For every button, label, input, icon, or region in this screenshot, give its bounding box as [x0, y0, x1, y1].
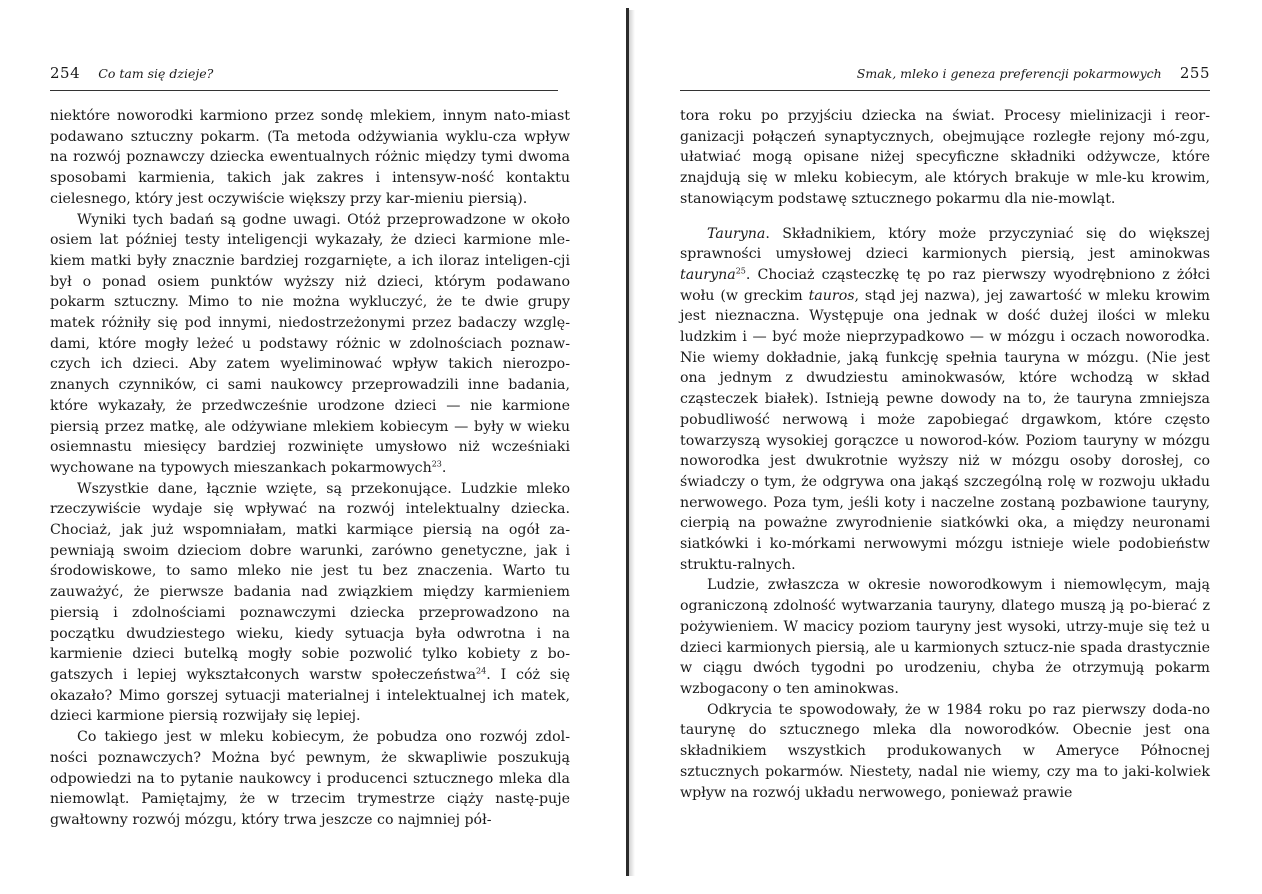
left-page-body [50, 106, 570, 831]
paragraph: Odkrycia te spowodowały, że w 1984 roku po raz pierwszy doda-no taurynę do sztucznego mleka dla noworodków. Obecnie jest ona składnikiem wszystkich produkowanych w Ameryce Północnej sztucznych pokarmów. Niestety, nadal nie wiemy, czy ma to jaki-kolwiek wpływ na rozwój układu nerwowego, ponieważ prawie [680, 701, 1210, 801]
paragraph: Wyniki tych badań są godne uwagi. Otóż przeprowadzone w około osiem lat później testy inteligencji wykazały, że dzieci karmione mle-kiem matki były znacznie bardziej rozgarnięte, a ich iloraz inteligen-cji był o ponad osiem punktów wyższy niż dzieci, którym podawano pokarm sztuczny. Mimo to nie można wykluczyć, że te dwie grupy matek różniły się pod innymi, niedostrzeżonymi przez badaczy wzglę-dami, które mogły leżeć u podstawy różnic w zdolnościach poznaw-czych ich dzieci. Aby zatem wyeliminować wpływ takich nierozpo-znanych czynników, ci sami naukowcy przeprowadzili inne badania, które wykazały, że przedwcześnie urodzone dzieci — nie karmione piersią przez matkę, ale odżywiane mlekiem kobiecym — były w wieku osiemnastu miesięcy bardziej rozwinięte umysłowo niż wcześniaki wychowane na typowych mieszankach pokarmowych$^{23}$. [50, 211, 570, 476]
term-heading: Tauryna [707, 225, 766, 242]
running-title: Smak, mleko i geneza preferencji pokarmowych [856, 66, 1162, 81]
page-number: 255 [1179, 64, 1210, 82]
paragraph: Wszystkie dane, łącznie wzięte, są przekonujące. Ludzkie mleko rzeczywiście wydaje się wpływać na rozwój intelektualny dziecka. Chociaż, jak już wspomniałam, matki karmiące piersią na ogół za-pewniają swoim dzieciom dobre warunki, zarówno genetyczne, jak i środowiskowe, to samo mleko nie jest tu bez znaczenia. Warto tu zauważyć, że pierwsze badania nad związkiem między karmieniem piersią i zdolnościami poznawczymi dziecka przeprowadzono na początku dwudziestego wieku, kiedy sytuacja była odwrotna i na karmienie dzieci butelką mogły sobie pozwolić tylko kobiety z bo-gatszych i lepiej wykształconych warstw społeczeństwa$^{24}$. I cóż się okazało? Mimo gorszej sytuacji materialnej i intelektualnej ich matek, dzieci karmione piersią rozwijały się lepiej. [50, 480, 570, 725]
paragraph-text: . Składnikiem, który może przyczyniać się do większej sprawności umysłowej dzieci karmionych piersią, jest aminokwas [680, 225, 1210, 263]
paragraph-text: I cóż się okazało? Mimo gorszej sytuacji materialnej i intelektualnej ich matek, dzieci karmione piersią rozwijały się lepiej. [50, 666, 570, 725]
term-inline: tauryna [680, 266, 736, 283]
footnote-ref: 24 [476, 666, 487, 676]
paragraph-text: . Chociaż cząsteczkę tę po raz pierwszy wyodrębniono z żółci wołu (w greckim [680, 266, 1210, 304]
paragraph-taurine [680, 224, 1210, 576]
paragraph-text: Wyniki tych badań są godne uwagi. Otóż przeprowadzone w około osiem lat później testy inteligencji wykazały, że dzieci karmione mle-kiem matki były znacznie bardziej rozgarnięte, a ich iloraz inteligen-cji był o ponad osiem punktów wyższy niż dzieci, którym podawano pokarm sztuczny. Mimo to nie można wykluczyć, że te dwie grupy matek różniły się pod innymi, niedostrzeżonymi przez badaczy wzglę-dami, które mogły leżeć u podstawy różnic w zdolnościach poznaw-czych ich dzieci. Aby zatem wyeliminować wpływ takich nierozpo-znanych czynników, ci sami naukowcy przeprowadzili inne badania, które wykazały, że przedwcześnie urodzone dzieci — nie karmione piersią przez matkę, ale odżywiane mlekiem kobiecym — były w wieku osiemnastu miesięcy bardziej rozwinięte umysłowo niż wcześniaki wychowane na typowych mieszankach pokarmowych [50, 211, 570, 476]
paragraph: tora roku po przyjściu dziecka na świat. Procesy mielinizacji i reor-ganizacji połączeń synaptycznych, obejmujące rozległe rejony mó-zgu, ułatwiać mogą opisane niżej specyficzne składniki odżywcze, które znajdują się w mleku kobiecym, ale których brakuje w mle-ku krowim, stanowiącym podstawę sztucznego pokarmu dla nie-mowląt. [680, 108, 1210, 207]
paragraph-text: Wszystkie dane, łącznie wzięte, są przekonujące. Ludzkie mleko rzeczywiście wydaje się wpływać na rozwój intelektualny dziecka. Chociaż, jak już wspomniałam, matki karmiące piersią na ogół za-pewniają swoim dzieciom dobre warunki, zarówno genetyczne, jak i środowiskowe, to samo mleko nie jest tu bez znaczenia. Warto tu zauważyć, że pierwsze badania nad związkiem między karmieniem piersią i zdolnościami poznawczymi dziecka przeprowadzono na początku dwudziestego wieku, kiedy sytuacja była odwrotna i na karmienie dzieci butelką mogły sobie pozwolić tylko kobiety z bo-gatszych i lepiej wykształconych warstw społeczeństwa [50, 480, 570, 683]
page-number: 254 [50, 64, 81, 82]
paragraph-text: , stąd jej nazwa), jej zawartość w mleku krowim jest nieznaczna. Występuje ona jednak w dość dużej ilości w mleku ludzkim i — być może nieprzypadkowo — w mózgu i oczach noworodka. Nie wiemy dokładnie, jaką funkcję spełnia tauryna w mózgu. (Nie jest ona jednym z dwudziestu aminokwasów, które wchodzą w skład cząsteczek białek). Istnieją pewne dowody na to, że tauryna zmniejsza pobudliwość nerwową i może zapobiegać drgawkom, które często towarzyszą wysokiej gorączce u noworod-ków. Poziom tauryny w mózgu noworodka jest dwukrotnie wyższy niż w mózgu osoby dorosłej, co świadczy o tym, że odgrywa ona jakąś szczególną rolę w rozwoju układu nerwowego. Poza tym, jeśli koty i naczelne zostaną pozbawione tauryny, cierpią na poważne zwyrodnienie siatkówki oka, a między neuronami siatkówki i ko-mórkami nerwowymi mózgu istnieje wiele podobieństw struktu-ralnych. [680, 287, 1210, 573]
right-page-body [680, 106, 1210, 803]
footnote-ref: 25 [735, 266, 746, 276]
left-page-header [50, 64, 558, 91]
left-page [0, 0, 628, 894]
footnote-ref: 23 [431, 459, 442, 469]
running-title: Co tam się dzieje? [98, 66, 214, 81]
paragraph: niektóre noworodki karmiono przez sondę mlekiem, innym nato-miast podawano sztuczny pokarm. (Ta metoda odżywiania wyklu-cza wpływ na rozwój poznawczy dziecka ewentualnych różnic między tymi dwoma sposobami karmienia, takich jak zakres i intensyw-ność kontaktu cielesnego, który jest oczywiście większy przy kar-mieniu piersią). [50, 108, 570, 207]
paragraph: Co takiego jest w mleku kobiecym, że pobudza ono rozwój zdol-ności poznawczych? Można być pewnym, że skwapliwie poszukują odpowiedzi na to pytanie naukowcy i producenci sztucznego mleka dla niemowląt. Pamiętajmy, że w trzecim trymestrze ciąży nastę-puje gwałtowny rozwój mózgu, który trwa jeszcze co najmniej pół- [50, 729, 570, 828]
greek-word: tauros [808, 287, 855, 304]
right-page [628, 0, 1262, 894]
right-page-header [680, 64, 1210, 91]
paragraph: Ludzie, zwłaszcza w okresie noworodkowym i niemowlęcym, mają ograniczoną zdolność wytwarzania tauryny, dlatego muszą ją po-bierać z pożywieniem. W macicy poziom tauryny jest wysoki, utrzy-muje się też u dzieci karmionych piersią, ale u karmionych sztucz-nie spada drastycznie w ciągu dwóch tygodni po urodzeniu, chyba że otrzymują pokarm wzbogacony o ten aminokwas. [680, 577, 1210, 697]
